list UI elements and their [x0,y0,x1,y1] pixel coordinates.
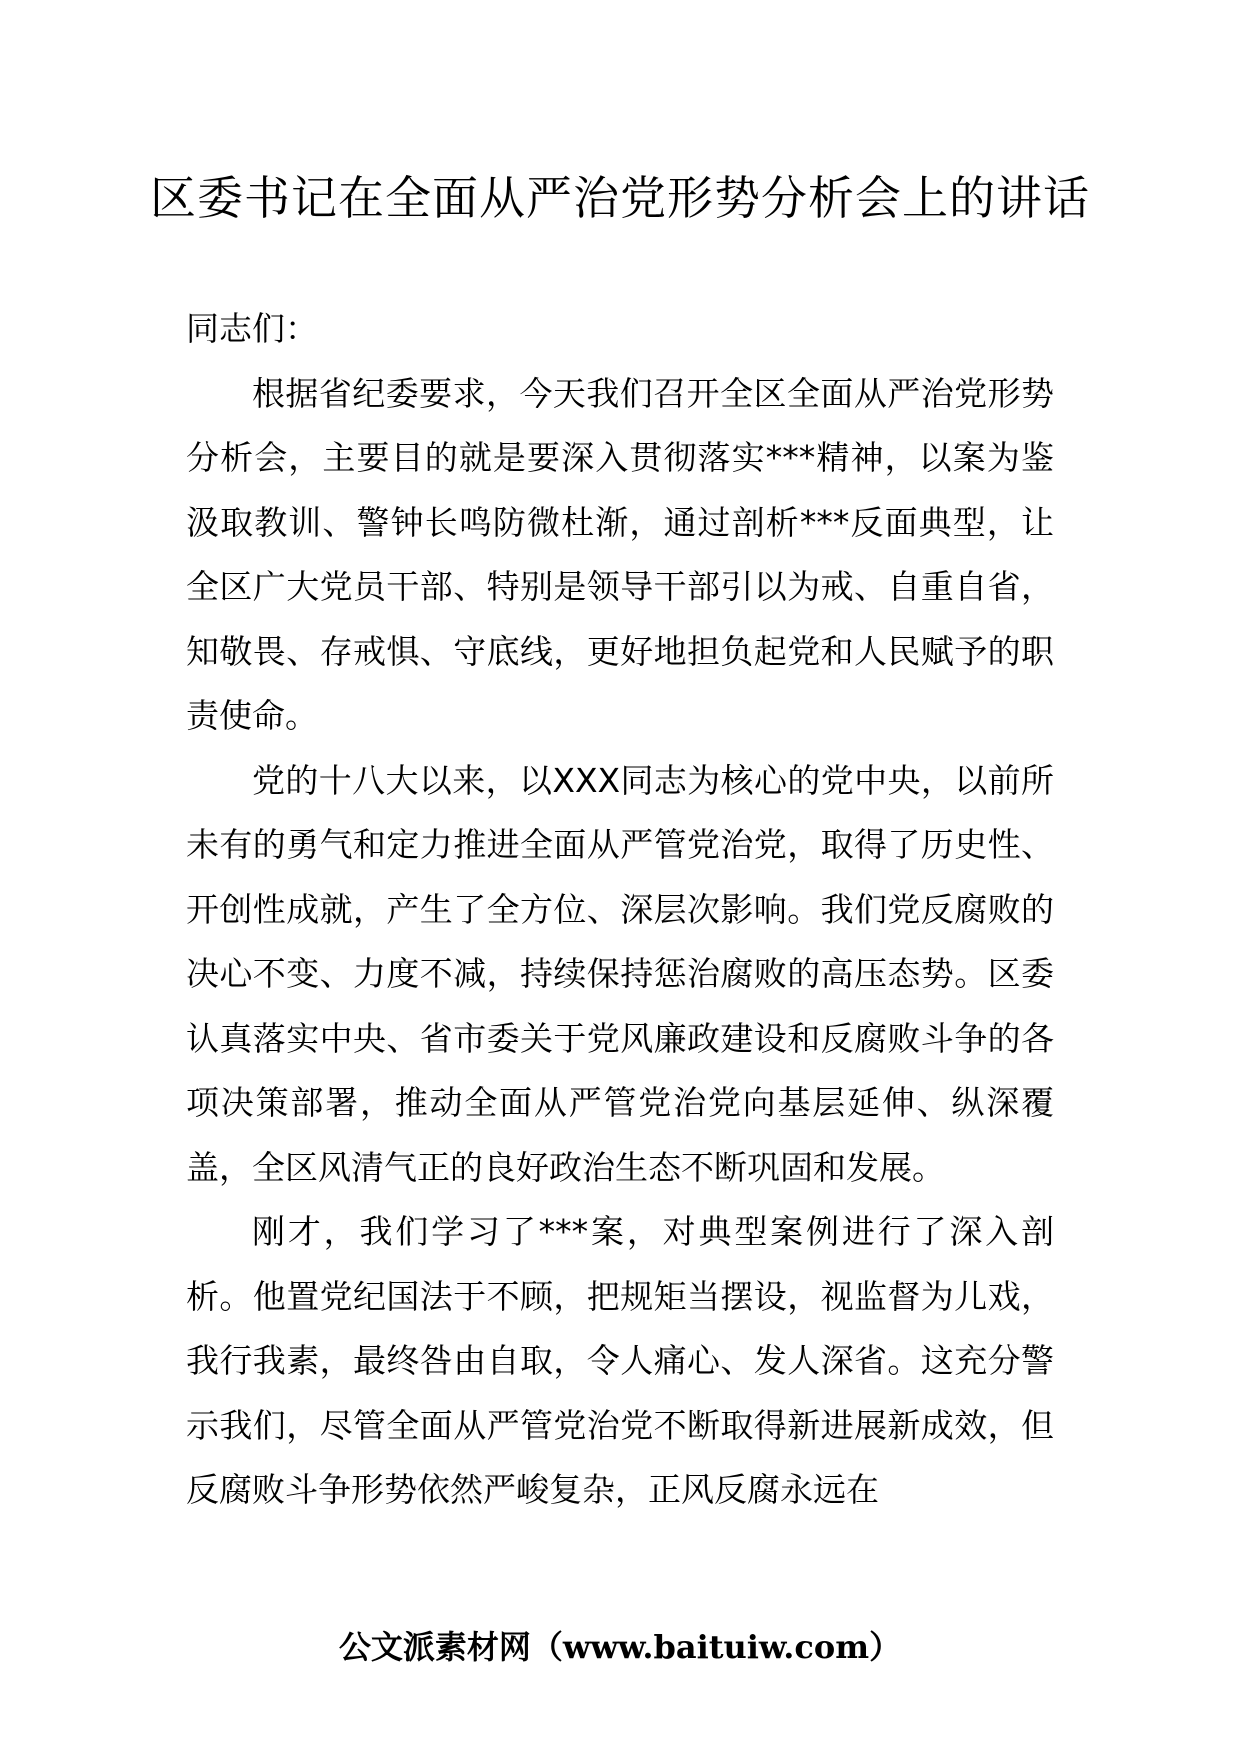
document-title: 区委书记在全面从严治党形势分析会上的讲话 [150,171,1090,225]
paragraph-2: 党的十八大以来，以XXX同志为核心的党中央，以前所未有的勇气和定力推进全面从严管党治党，取得了历史性、开创性成就，产生了全方位、深层次影响。我们党反腐败的决心不变、力度不减，持续保持惩治腐败的高压态势。区委认真落实中央、省市委关于党风廉政建设和反腐败斗争的各项决策部署，推动全面从严管党治党向基层延伸、纵深覆盖，全区风清气正的良好政治生态不断巩固和发展。 [186,760,1054,1187]
source-watermark-footer: 公文派素材网（www.baituiw.com） [338,1628,902,1666]
paragraph-3: 刚才，我们学习了***案，对典型案例进行了深入剖析。他置党纪国法于不顾，把规矩当摆设，视监督为儿戏，我行我素，最终咎由自取，令人痛心、发人深省。这充分警示我们，尽管全面从严管党治党不断取得新进展新成效，但反腐败斗争形势依然严峻复杂，正风反腐永远在 [186,1212,1054,1509]
salutation: 同志们： [186,309,318,348]
document-body [186,297,1054,1523]
paragraph-1: 根据省纪委要求，今天我们召开全区全面从严治党形势分析会，主要目的就是要深入贯彻落实***精神，以案为鉴汲取教训、警钟长鸣防微杜渐，通过剖析***反面典型，让全区广大党员干部、特别是领导干部引以为戒、自重自省，知敬畏、存戒惧、守底线，更好地担负起党和人民赋予的职责使命。 [186,373,1054,735]
